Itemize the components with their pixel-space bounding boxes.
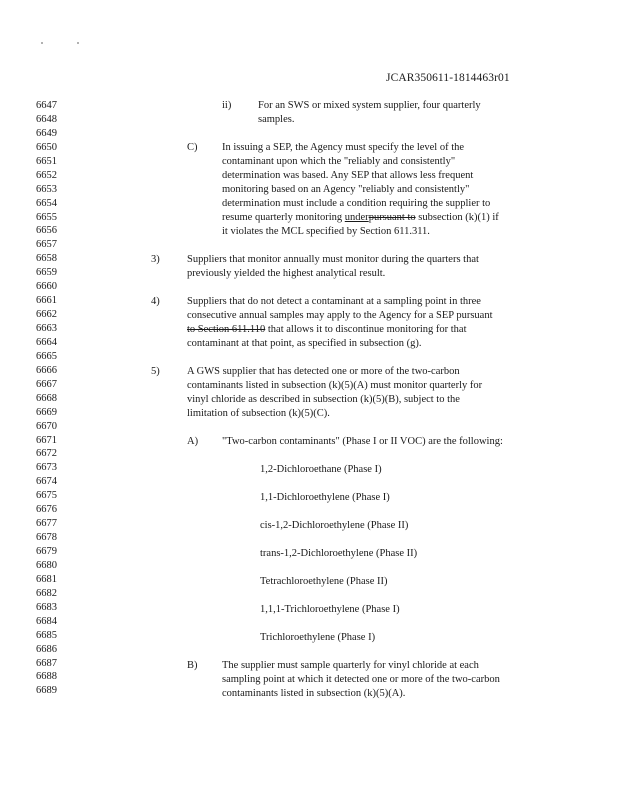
item-C-line bbox=[222, 211, 499, 225]
line-number: 6656 bbox=[36, 225, 57, 237]
line-number: 6676 bbox=[36, 504, 57, 516]
item-B-line: sampling point at which it detected one or more of the two-carbon bbox=[222, 674, 500, 685]
text-segment: resume quarterly monitoring bbox=[222, 212, 345, 223]
line-number: 6680 bbox=[36, 559, 57, 571]
item-5-line: limitation of subsection (k)(5)(C). bbox=[187, 408, 330, 419]
line-number: 6660 bbox=[36, 281, 57, 293]
contaminant-item: cis-1,2-Dichloroethylene (Phase II) bbox=[260, 520, 409, 531]
item-C-line: monitoring based on an Agency "reliably and consistently" bbox=[222, 184, 470, 195]
line-number: 6669 bbox=[36, 406, 57, 418]
line-number: 6674 bbox=[36, 476, 57, 488]
line-number: 6675 bbox=[36, 490, 57, 502]
line-number: 6655 bbox=[36, 211, 57, 223]
inserted-text: under bbox=[344, 212, 369, 223]
item-4-line: Suppliers that do not detect a contaminant at a sampling point in three bbox=[187, 296, 481, 307]
line-number: 6671 bbox=[36, 434, 57, 446]
deleted-text: pursuant to bbox=[368, 212, 416, 223]
item-ii-line: samples. bbox=[258, 114, 295, 125]
item-4-line: consecutive annual samples may apply to the Agency for a SEP pursuant bbox=[187, 310, 493, 321]
line-number: 6657 bbox=[36, 239, 57, 251]
line-number: 6683 bbox=[36, 601, 57, 613]
line-number: 6686 bbox=[36, 643, 57, 655]
line-number: 6659 bbox=[36, 267, 57, 279]
line-number: 6668 bbox=[36, 392, 57, 404]
item-3-label: 3) bbox=[151, 254, 160, 265]
line-number: 6653 bbox=[36, 183, 57, 195]
item-C-line: it violates the MCL specified by Section 611.311. bbox=[222, 226, 430, 237]
line-number: 6654 bbox=[36, 197, 57, 209]
item-B-label: B) bbox=[187, 660, 198, 671]
line-number: 6665 bbox=[36, 350, 57, 362]
line-number: 6661 bbox=[36, 295, 57, 307]
contaminant-item: 1,2-Dichloroethane (Phase I) bbox=[260, 464, 382, 475]
line-number: 6689 bbox=[36, 685, 57, 697]
contaminant-item: Trichloroethylene (Phase I) bbox=[260, 632, 376, 643]
item-A-label: A) bbox=[187, 436, 199, 447]
line-number: 6651 bbox=[36, 155, 57, 167]
contaminant-item: 1,1-Dichloroethylene (Phase I) bbox=[260, 492, 390, 503]
line-number: 6667 bbox=[36, 378, 57, 390]
line-number: 6685 bbox=[36, 629, 57, 641]
item-5-line: contaminants listed in subsection (k)(5)(A) must monitor quarterly for bbox=[187, 380, 483, 391]
text-segment: subsection (k)(1) if bbox=[415, 212, 499, 223]
item-4-line: contaminant at that point, as specified in subsection (g). bbox=[187, 338, 422, 349]
contaminant-item: trans-1,2-Dichloroethylene (Phase II) bbox=[260, 548, 418, 559]
line-number: 6673 bbox=[36, 462, 57, 474]
item-C-line: contaminant upon which the "reliably and consistently" bbox=[222, 156, 456, 167]
line-number: 6678 bbox=[36, 532, 57, 544]
line-number: 6684 bbox=[36, 615, 57, 627]
line-number: 6672 bbox=[36, 448, 57, 460]
text-segment: that allows it to discontinue monitoring for that bbox=[265, 324, 467, 335]
scan-speck bbox=[41, 42, 43, 44]
line-number: 6658 bbox=[36, 253, 57, 265]
line-number: 6679 bbox=[36, 546, 57, 557]
item-ii-line: For an SWS or mixed system supplier, four quarterly bbox=[258, 100, 481, 111]
document-id: JCAR350611-1814463r01 bbox=[386, 72, 510, 84]
item-B-line: The supplier must sample quarterly for vinyl chloride at each bbox=[222, 660, 479, 671]
deleted-text: to Section 611.110 bbox=[187, 324, 266, 335]
item-5-line: A GWS supplier that has detected one or more of the two-carbon bbox=[187, 366, 460, 377]
line-number: 6666 bbox=[36, 364, 57, 376]
item-5-label: 5) bbox=[151, 366, 160, 377]
line-number: 6664 bbox=[36, 336, 57, 348]
item-C-line: In issuing a SEP, the Agency must specify the level of the bbox=[222, 142, 465, 153]
item-3-line: Suppliers that monitor annually must monitor during the quarters that bbox=[187, 254, 479, 265]
line-number: 6652 bbox=[36, 169, 57, 181]
line-number: 6648 bbox=[36, 113, 57, 125]
contaminant-item: Tetrachloroethylene (Phase II) bbox=[260, 576, 388, 587]
item-B-line: contaminants listed in subsection (k)(5)(A). bbox=[222, 688, 406, 699]
item-A-line: "Two-carbon contaminants" (Phase I or II VOC) are the following: bbox=[222, 436, 503, 447]
line-number: 6682 bbox=[36, 587, 57, 599]
item-5-line: vinyl chloride as described in subsection (k)(5)(B), subject to the bbox=[187, 394, 460, 405]
line-number: 6670 bbox=[36, 420, 57, 432]
contaminant-item: 1,1,1-Trichloroethylene (Phase I) bbox=[260, 604, 400, 615]
item-ii-label: ii) bbox=[222, 100, 232, 111]
line-number: 6663 bbox=[36, 323, 57, 334]
line-number: 6662 bbox=[36, 309, 57, 321]
scan-speck bbox=[77, 42, 79, 44]
line-number: 6650 bbox=[36, 141, 57, 153]
line-number: 6681 bbox=[36, 573, 57, 585]
item-3-line: previously yielded the highest analytical result. bbox=[187, 268, 386, 279]
item-4-line bbox=[187, 323, 467, 337]
item-4-label: 4) bbox=[151, 296, 160, 307]
line-number-column bbox=[36, 99, 76, 698]
line-number: 6688 bbox=[36, 671, 57, 683]
item-C-line: determination must include a condition requiring the supplier to bbox=[222, 198, 491, 209]
line-number: 6687 bbox=[36, 657, 57, 669]
line-number: 6647 bbox=[36, 100, 57, 111]
item-C-line: determination was based. Any SEP that allows less frequent bbox=[222, 170, 474, 181]
line-number: 6649 bbox=[36, 127, 57, 139]
line-number: 6677 bbox=[36, 518, 57, 530]
item-C-label: C) bbox=[187, 142, 198, 153]
